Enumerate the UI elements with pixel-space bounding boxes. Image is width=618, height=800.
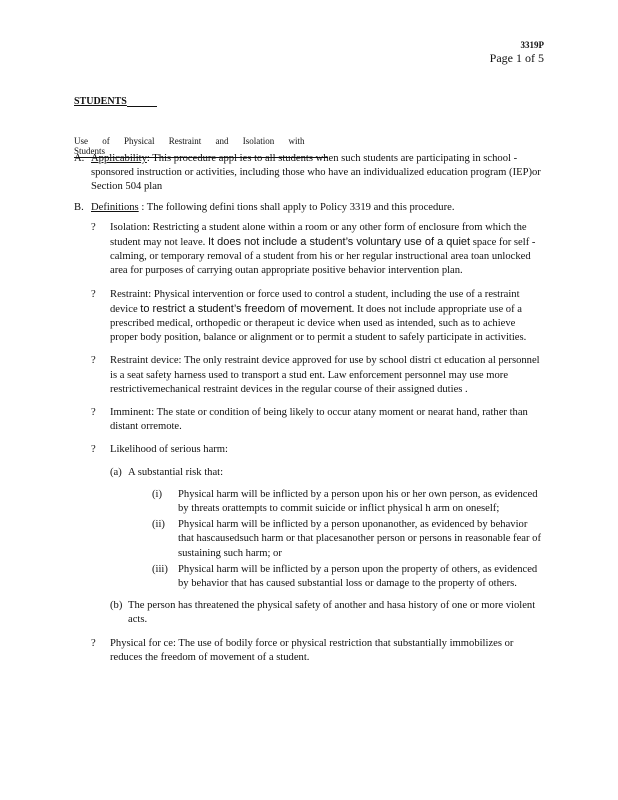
- bullet-glyph: ?: [91, 637, 96, 649]
- definition-text: Restraint: Physical intervention or force used to control a student, including the use of a restraint device: [110, 288, 520, 315]
- bullet-glyph: ?: [91, 288, 96, 300]
- item-definitions: [74, 201, 544, 215]
- likelihood-b: [110, 599, 544, 627]
- section-title: STUDENTS: [74, 96, 127, 107]
- page-number: Page 1 of 5: [489, 51, 544, 65]
- definitions-list: [74, 221, 544, 665]
- section-heading: [74, 96, 157, 107]
- item-marker: A.: [74, 153, 85, 164]
- roman-list: [152, 488, 544, 591]
- definition-text: Isolation: Restricting a student alone within a room or any other form of enclosure from which the student may not leave.: [110, 221, 527, 249]
- definition-text: Physical for ce: The use of bodily force or physical restriction that substantially immobilizes or reduces the freedom of movement of a student.: [110, 637, 514, 663]
- definition-emphasis: It does not include a student’s voluntary use of a quiet: [207, 236, 471, 249]
- bullet-glyph: ?: [91, 444, 96, 456]
- item-heading: Applicability: [91, 153, 147, 164]
- item-heading: Definitions: [91, 201, 139, 213]
- roman-marker: (i): [152, 488, 162, 500]
- sub-marker: (a): [110, 466, 122, 478]
- roman-item: [152, 488, 544, 516]
- definition-text: Restraint device: The only restraint device approved for use by school distri ct education al personnel is a seat safety harness used to transport a stud ent. Law enforcement personnel may use more restrictivemechanical restraint devices in the regular course of their assigned duties .: [110, 355, 540, 395]
- bullet-glyph: ?: [91, 221, 96, 233]
- definition-text-cont: space for self -calming, or temporary removal of a student from his or her regular instructional area toan unlocked area for purposes of carrying outan appropriate positive behavior intervention plan.: [110, 237, 536, 277]
- roman-text: Physical harm will be inflicted by a person uponanother, as evidenced by behavior that hascausedsuch harm or that placesanother person or persons in reasonable fear of sustaining such harm; or: [178, 519, 541, 559]
- item-applicability: [74, 152, 544, 195]
- definition-restraint-device: [74, 354, 544, 397]
- definition-text: Likelihood of serious harm:: [110, 444, 228, 456]
- definition-emphasis: to restrict a student’s freedom of movement: [140, 302, 352, 315]
- document-body: [74, 152, 544, 674]
- definition-likelihood: [74, 443, 544, 627]
- definition-imminent: [74, 406, 544, 434]
- item-marker: B.: [74, 201, 84, 213]
- bullet-glyph: ?: [91, 355, 96, 367]
- definition-text-cont: . It does not include appropriate use of a prescribed medical, orthopedic or therapeut ic device when used as intended, such as to achieve proper body position, balance or alignment or to permit a student to safely participate in activities.: [110, 303, 527, 344]
- subject-line: Use of Physical Restraint and Isolation with Students: [74, 136, 328, 158]
- sub-text: A substantial risk that:: [128, 466, 224, 478]
- definition-text: Imminent: The state or condition of being likely to occur atany moment or nearat hand, rather than distant orremote.: [110, 407, 528, 433]
- roman-marker: (iii): [152, 563, 168, 575]
- definition-isolation: [74, 221, 544, 279]
- roman-item: [152, 518, 544, 561]
- sub-marker: (b): [110, 600, 123, 612]
- definition-physical-force: [74, 637, 544, 665]
- roman-text: Physical harm will be inflicted by a person upon the property of others, as evidenced by behavior that has caused substantial loss or damage to the property of others.: [178, 563, 538, 590]
- sub-text: The person has threatened the physical safety of another and hasa history of one or more violent acts.: [128, 600, 536, 626]
- roman-marker: (ii): [152, 519, 165, 531]
- item-text: : This procedure appl ies to all students when such students are participating in school -sponsored instruction or activities, including those who have an individualized education program (IEP)or Section 504 plan: [91, 153, 541, 193]
- likelihood-a: [110, 466, 544, 592]
- definition-restraint: [74, 288, 544, 346]
- bullet-glyph: ?: [91, 407, 96, 419]
- roman-text: Physical harm will be inflicted by a person upon his or her own person, as evidenced by threats orattempts to commit suicide or inflict physical h arm on oneself;: [178, 488, 538, 515]
- policy-number: 3319P: [520, 40, 544, 50]
- item-text: : The following defini tions shall apply to Policy 3319 and this procedure.: [138, 201, 455, 213]
- roman-item: [152, 563, 544, 591]
